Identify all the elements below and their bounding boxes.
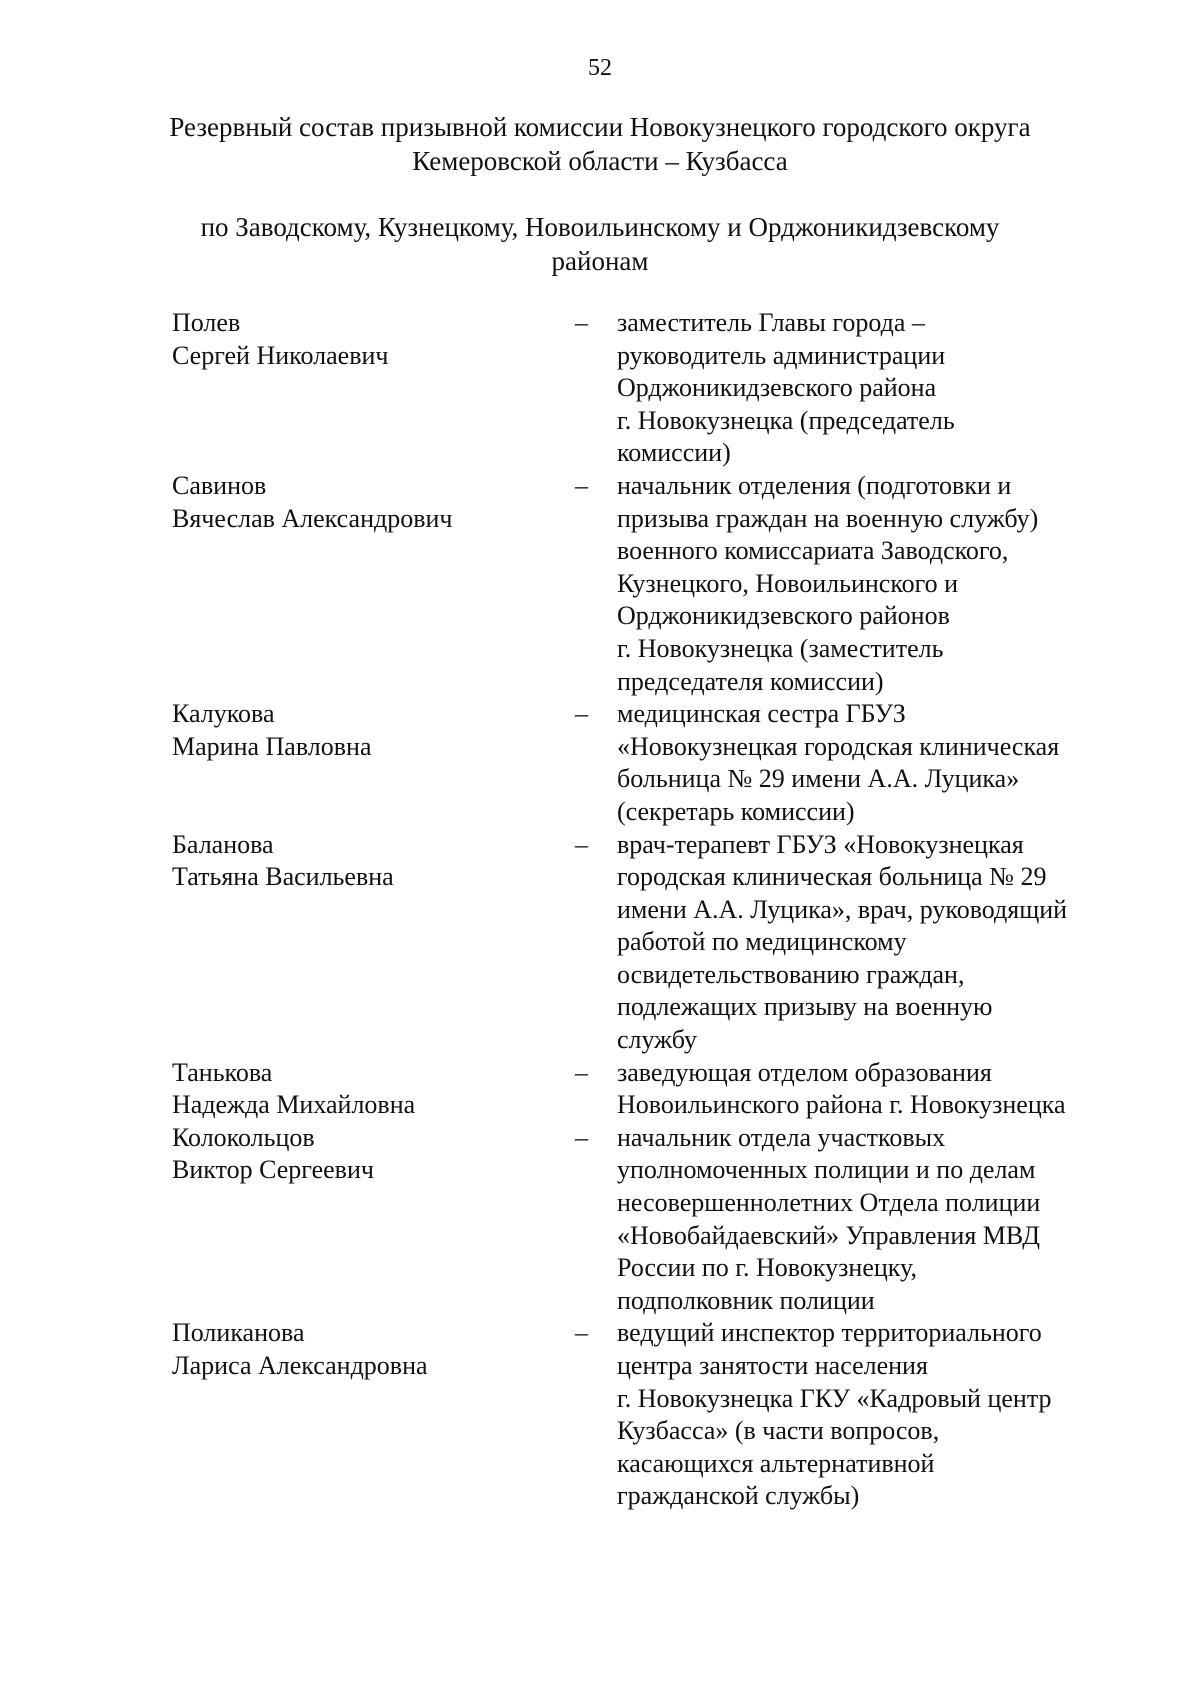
member-role: [617, 470, 1157, 698]
member-name-line: Поликанова: [172, 1318, 305, 1348]
member-name-line: Савинов: [172, 470, 267, 500]
member-name: [172, 1057, 575, 1122]
member-role-line: освидетельствованию граждан,: [617, 959, 965, 989]
member-role-line: призыва граждан на военную службу): [617, 503, 1039, 533]
member-role-line: «Новокузнецкая городская клиническая: [617, 731, 1060, 761]
member-row: [0, 829, 1200, 1057]
member-role-line: медицинская сестра ГБУЗ: [617, 699, 906, 729]
member-name: [172, 829, 575, 1057]
member-dash: –: [575, 1122, 588, 1152]
member-name-line: Лариса Александровна: [172, 1351, 428, 1380]
member-row: [0, 470, 1200, 698]
member-dash: –: [575, 1057, 588, 1087]
member-role-line: подлежащих призыву на военную: [617, 992, 993, 1022]
document-title: [150, 110, 1050, 178]
member-role-line: военного комиссариата Заводского,: [617, 536, 1009, 566]
member-name: [172, 1122, 575, 1318]
member-dash: –: [575, 829, 588, 859]
member-name-line: Надежда Михайловна: [172, 1090, 416, 1120]
member-role-line: городская клиническая больница № 29: [617, 862, 1047, 892]
member-dash: –: [575, 699, 588, 729]
member-dash: –: [575, 470, 588, 500]
member-role-line: несовершеннолетних Отдела полиции: [617, 1188, 1041, 1218]
member-role-line: Кузбасса» (в части вопросов,: [617, 1416, 940, 1446]
member-row: [0, 307, 1200, 470]
member-row: [0, 1317, 1200, 1513]
member-name-line: Сергей Николаевич: [172, 340, 389, 370]
member-role-line: заведующая отделом образования: [617, 1057, 992, 1087]
member-role-line: Орджоникидзевского района: [617, 373, 937, 403]
member-row: [0, 1057, 1200, 1122]
member-name: [172, 1317, 575, 1513]
member-role-line: службу: [617, 1025, 698, 1055]
member-name: [172, 698, 575, 828]
member-role: [617, 307, 1157, 470]
members-list: [0, 307, 1200, 1513]
document-subtitle: [150, 210, 1050, 278]
member-role-line: начальник отдела участковых: [617, 1122, 946, 1152]
title-line: Резервный состав призывной комиссии Новокузнецкого городского округа: [169, 112, 1031, 142]
member-role-line: имени А.А. Луцика», врач, руководящий: [617, 894, 1068, 924]
member-role-line: касающихся альтернативной: [617, 1448, 935, 1478]
member-role-line: Новоильинского района г. Новокузнецка: [617, 1090, 1066, 1120]
member-role-line: гражданской службы): [617, 1481, 860, 1511]
member-role-line: «Новобайдаевский» Управления МВД: [617, 1220, 1041, 1250]
member-role-line: работой по медицинскому: [617, 927, 907, 957]
member-name-line: Колокольцов: [172, 1122, 315, 1152]
member-dash: –: [575, 308, 588, 337]
member-role: [617, 698, 1157, 828]
subtitle-line: районам: [551, 246, 649, 276]
page-number: 52: [588, 55, 612, 81]
member-role-line: Орджоникидзевского районов: [617, 601, 950, 631]
member-name-line: Вячеслав Александрович: [172, 503, 453, 533]
member-name: [172, 307, 575, 470]
member-role-line: начальник отделения (подготовки и: [617, 470, 1012, 500]
member-name-line: Калукова: [172, 699, 275, 729]
member-role-line: врач-терапевт ГБУЗ «Новокузнецкая: [617, 829, 1024, 859]
member-row: [0, 698, 1200, 828]
member-role-line: Кузнецкого, Новоильинского и: [617, 568, 959, 598]
member-role-line: уполномоченных полиции и по делам: [617, 1155, 1036, 1185]
member-name-line: Марина Павловна: [172, 731, 372, 761]
member-dash: –: [575, 1318, 588, 1348]
member-role-line: ведущий инспектор территориального: [617, 1318, 1042, 1348]
member-name-line: Танькова: [172, 1057, 273, 1087]
member-name-line: Татьяна Васильевна: [172, 862, 394, 892]
member-role-line: (секретарь комиссии): [617, 796, 855, 826]
member-role: [617, 1057, 1157, 1122]
member-role-line: комиссии): [617, 438, 731, 468]
member-row: [0, 1122, 1200, 1318]
member-name-line: Баланова: [172, 829, 274, 859]
member-role-line: подполковник полиции: [617, 1285, 875, 1315]
member-role-line: России по г. Новокузнецку,: [617, 1253, 917, 1283]
member-role-line: больница № 29 имени А.А. Луцика»: [617, 764, 1020, 794]
member-role-line: г. Новокузнецка ГКУ «Кадровый центр: [617, 1383, 1052, 1413]
title-line: Кемеровской области – Кузбасса: [412, 146, 788, 176]
member-role: [617, 1317, 1157, 1513]
member-name-line: Виктор Сергеевич: [172, 1155, 374, 1185]
member-role-line: центра занятости населения: [617, 1351, 928, 1380]
member-role: [617, 1122, 1157, 1318]
member-role-line: руководитель администрации: [617, 340, 946, 370]
member-role-line: председателя комиссии): [617, 666, 884, 696]
member-role-line: г. Новокузнецка (заместитель: [617, 633, 944, 663]
member-role-line: г. Новокузнецка (председатель: [617, 405, 955, 435]
subtitle-line: по Заводскому, Кузнецкому, Новоильинскому и Орджоникидзевскому: [200, 212, 1000, 242]
member-name: [172, 470, 575, 698]
member-role-line: заместитель Главы города –: [617, 308, 925, 337]
member-role: [617, 829, 1157, 1057]
member-name-line: Полев: [172, 308, 241, 337]
